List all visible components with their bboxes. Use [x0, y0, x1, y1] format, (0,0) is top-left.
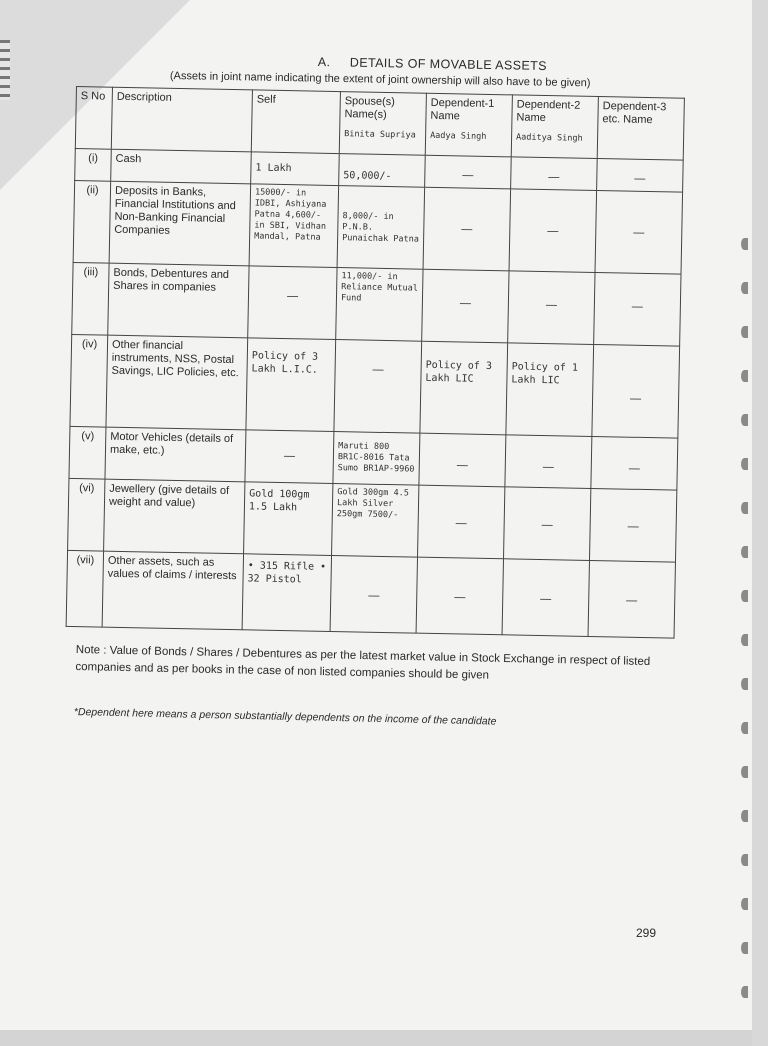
row-dep3-value: — — [629, 392, 642, 405]
row-dep1 — [418, 485, 505, 559]
row-dep3-value: — — [626, 594, 638, 607]
row-spouse-value: — — [372, 363, 384, 376]
row-dep3 — [591, 436, 678, 490]
row-description — [104, 479, 245, 554]
row-dep1-value: — — [455, 517, 467, 530]
row-self-value: — — [283, 450, 296, 463]
movable-assets-table — [66, 86, 685, 639]
header-sno: S No — [75, 87, 112, 150]
row-spouse — [339, 154, 426, 188]
binder-hole — [741, 634, 748, 646]
row-dep3-value: — — [634, 172, 646, 185]
row-dep3 — [594, 272, 681, 346]
row-dep2-value: — — [541, 519, 553, 532]
row-dep1 — [423, 187, 511, 271]
row-dep1 — [420, 341, 508, 435]
page-stack-edge — [0, 1030, 768, 1046]
row-dep1-value: — — [454, 591, 466, 604]
section-heading: DETAILS OF MOVABLE ASSETS — [349, 55, 548, 73]
row-description-text: Motor Vehicles (details of make, etc.) — [109, 430, 234, 457]
row-self-value: — — [286, 290, 299, 303]
row-dep3 — [592, 344, 680, 438]
row-sno: (v) — [69, 426, 106, 479]
row-dep2-value: — — [542, 461, 554, 474]
row-spouse-value: Gold 300gm 4.5 Lakh Silver 250gm 7500/- — [336, 487, 409, 521]
header-description: Description — [111, 87, 252, 152]
row-spouse — [337, 186, 425, 270]
row-self — [245, 430, 334, 484]
table-row — [73, 180, 682, 274]
row-self — [242, 554, 331, 632]
binder-hole — [741, 678, 748, 690]
row-dep2 — [506, 343, 594, 437]
row-dep1-value: — — [459, 297, 472, 310]
row-dep2 — [511, 157, 598, 191]
row-spouse-value: — — [368, 589, 380, 602]
header-self: Self — [251, 90, 340, 154]
table-row — [68, 478, 677, 562]
row-spouse — [333, 432, 420, 486]
note-label: Note : — [75, 643, 107, 657]
row-dep2 — [504, 487, 591, 561]
binder-hole — [741, 810, 748, 822]
section-letter: A. — [317, 55, 331, 70]
row-dep2 — [508, 271, 595, 345]
row-description — [109, 181, 251, 266]
row-description-text: Bonds, Debentures and Shares in companies — [113, 266, 230, 294]
row-sno: (vi) — [68, 478, 105, 551]
header-dependent-1 — [425, 93, 512, 157]
spouse-name: Binita Supriya — [344, 129, 416, 141]
row-dep3 — [588, 560, 675, 638]
header-spouse-label: Spouse(s) Name(s) — [344, 95, 396, 121]
row-dep1-value: — — [462, 169, 474, 182]
assets-table-wrapper — [66, 86, 685, 639]
row-sno: (vii) — [66, 550, 103, 627]
row-dep2-value: — — [547, 225, 559, 238]
row-self — [249, 184, 339, 268]
row-sno: (ii) — [73, 180, 111, 263]
row-dep2-value: — — [548, 171, 560, 184]
row-spouse — [332, 484, 419, 558]
binder-hole — [741, 986, 748, 998]
row-dep3-value: — — [628, 462, 640, 475]
row-dep3-value: — — [633, 226, 645, 239]
row-spouse — [336, 268, 423, 342]
row-dep3-value: — — [631, 300, 643, 313]
page-number: 299 — [636, 926, 657, 940]
row-dep2-value: — — [540, 593, 552, 606]
row-sno: (iv) — [70, 334, 108, 427]
table-row — [72, 262, 681, 346]
row-self-value: Policy of 3 Lakh L.I.C. — [251, 350, 319, 376]
header-spouse — [339, 92, 426, 156]
header-dependent-1-label: Dependent-1 Name — [430, 96, 495, 123]
row-dep2 — [505, 435, 592, 489]
binder-hole — [741, 590, 748, 602]
binder-hole — [741, 326, 748, 338]
row-self — [251, 152, 340, 186]
row-dep3 — [589, 488, 676, 562]
row-spouse-value: 11,000/- in Reliance Mutual Fund — [340, 271, 419, 304]
row-spouse-value: 50,000/- — [343, 170, 392, 183]
header-dependent-2 — [511, 95, 598, 159]
row-dep2-value: Policy of 1 Lakh LIC — [511, 361, 579, 387]
binder-hole — [741, 238, 748, 250]
row-dep1-value: — — [456, 459, 468, 472]
row-dep3-value: — — [627, 520, 639, 533]
row-dep1-value: Policy of 3 Lakh LIC — [425, 359, 493, 385]
row-self — [246, 338, 336, 432]
binder-hole — [741, 370, 748, 382]
binder-hole — [741, 942, 748, 954]
binder-hole — [741, 898, 748, 910]
row-sno: (iii) — [72, 262, 109, 335]
row-description — [111, 149, 252, 184]
binder-hole — [741, 722, 748, 734]
binder-hole — [741, 854, 748, 866]
dependent-2-name: Aaditya Singh — [515, 132, 583, 144]
header-dependent-2-label: Dependent-2 Name — [516, 98, 581, 125]
binding-strip — [0, 40, 10, 100]
row-dep1 — [425, 155, 512, 189]
table-header-row — [75, 87, 684, 161]
row-description — [105, 427, 246, 482]
row-description-text: Jewellery (give details of weight and value) — [108, 482, 230, 510]
row-description-text: Other assets, such as values of claims / interests — [107, 554, 237, 583]
binder-hole — [741, 414, 748, 426]
row-self-value: • 315 Rifle • 32 Pistol — [247, 560, 327, 586]
note-text: Value of Bonds / Shares / Debentures as per the latest market value in Stock Exchange in respect of listed companies and as per books in the case of non listed companies should be given — [75, 644, 651, 682]
row-description — [106, 335, 248, 430]
row-self-value: 1 Lakh — [255, 162, 292, 175]
dependent-1-name: Aadya Singh — [430, 130, 487, 142]
row-description — [108, 263, 249, 338]
row-description-text: Other financial instruments, NSS, Postal Savings, LIC Policies, etc. — [111, 338, 239, 380]
row-dep1 — [416, 557, 503, 635]
binder-hole — [741, 766, 748, 778]
row-spouse-value: Maruti 800 BR1C-8016 Tata Sumo BR1AP-9960 — [337, 441, 415, 475]
binder-hole — [741, 282, 748, 294]
row-self — [244, 482, 333, 556]
row-dep2 — [509, 189, 597, 273]
header-dependent-3: Dependent-3 etc. Name — [597, 97, 684, 161]
row-sno: (i) — [75, 148, 112, 181]
row-self-value: 15000/- in IDBI, Ashiyana Patna 4,600/- in SBI, Vidhan Mandal, Patna — [254, 187, 327, 243]
row-spouse — [334, 340, 422, 434]
row-dep1 — [422, 269, 509, 343]
row-spouse — [330, 555, 417, 633]
row-dep2 — [502, 559, 589, 637]
row-self — [248, 266, 337, 340]
row-dep2-value: — — [545, 299, 557, 312]
row-description-text: Cash — [115, 152, 142, 166]
row-self-value: Gold 100gm 1.5 Lakh — [248, 488, 310, 514]
row-description — [102, 551, 243, 630]
page-right-edge — [752, 0, 768, 1046]
section-subtitle: (Assets in joint name indicating the extent of joint ownership will also have to be given) — [169, 70, 591, 90]
row-description-text: Deposits in Banks, Financial Institutions and Non-Banking Financial Companies — [114, 184, 236, 237]
binder-hole — [741, 502, 748, 514]
row-spouse-value: 8,000/- in P.N.B. Punaichak Patna — [342, 211, 419, 245]
row-dep3 — [595, 191, 683, 275]
row-dep1-value: — — [461, 223, 473, 236]
dependent-footnote: *Dependent here means a person substantially dependents on the income of the candidate — [73, 706, 497, 728]
table-row — [66, 550, 675, 638]
binder-hole — [741, 546, 748, 558]
table-row — [70, 334, 680, 438]
binder-hole — [741, 458, 748, 470]
row-dep1 — [419, 433, 506, 487]
row-dep3 — [597, 159, 684, 193]
